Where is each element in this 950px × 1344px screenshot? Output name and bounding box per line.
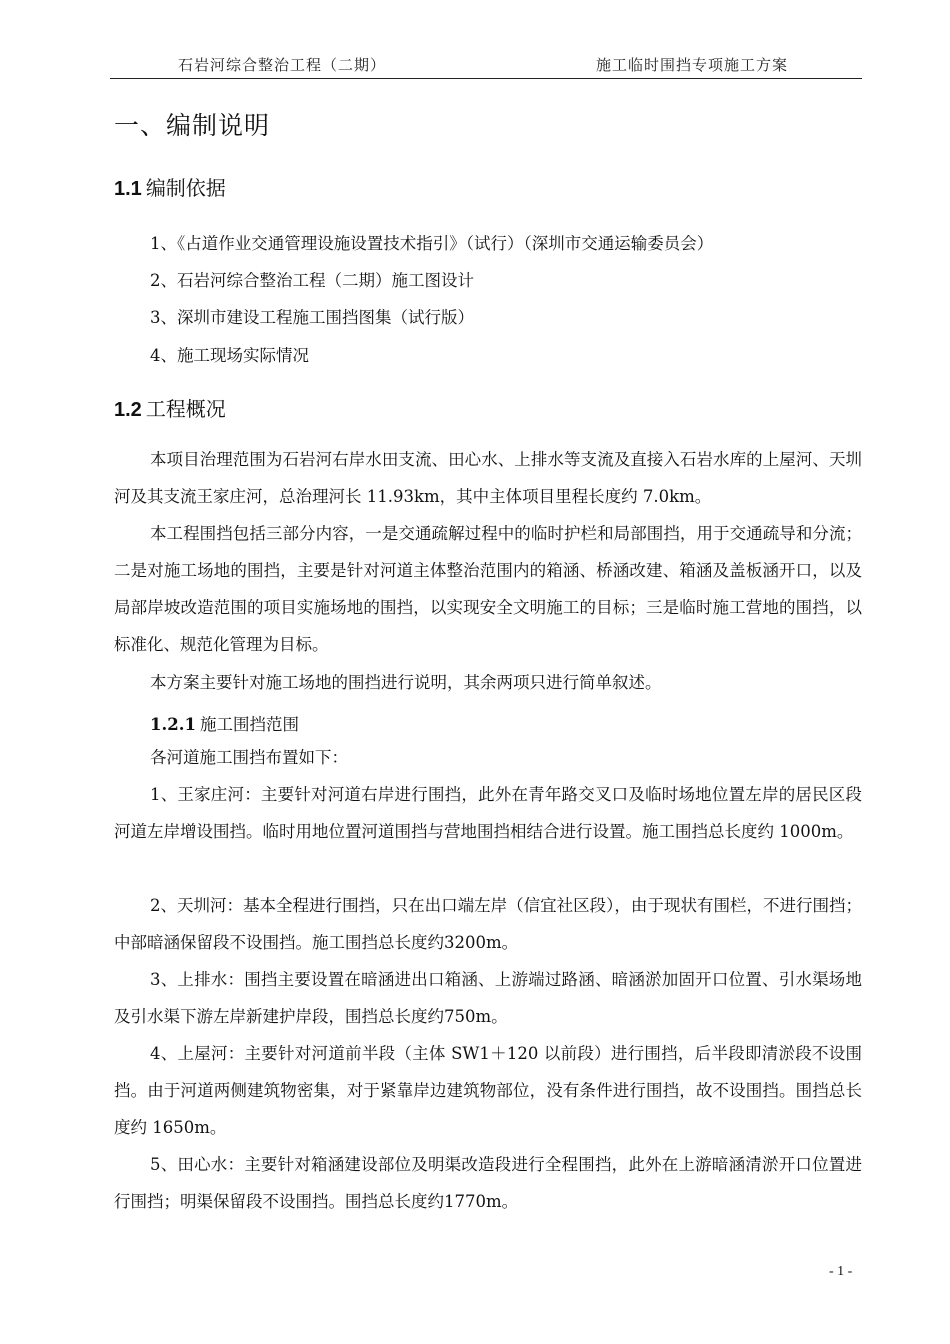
fence-scope-item: 1、王家庄河：主要针对河道右岸进行围挡，此外在青年路交叉口及临时场地位置左岸的居民区段河道左岸增设围挡。临时用地位置河道围挡与营地围挡相结合进行设置。施工围挡总长度约 1000m。 xyxy=(114,785,862,841)
subsection-number: 1.2.1 xyxy=(150,715,196,734)
page-number: - 1 - xyxy=(829,1264,853,1279)
reference-item: 4、施工现场实际情况 xyxy=(150,346,309,365)
section-heading-1-1 xyxy=(114,172,226,201)
section-heading-1: 一、编制说明 xyxy=(114,111,271,140)
section-heading-1-2 xyxy=(114,393,226,422)
fence-scope-item: 2、天圳河：基本全程进行围挡，只在出口端左岸（信宜社区段），由于现状有围栏，不进行围挡；中部暗涵保留段不设围挡。施工围挡总长度约3200m。 xyxy=(114,896,862,952)
body-paragraph: 各河道施工围挡布置如下： xyxy=(150,748,348,767)
body-paragraph: 本项目治理范围为石岩河右岸水田支流、田心水、上排水等支流及直接入石岩水库的上屋河、天圳河及其支流王家庄河，总治理河长 11.93km，其中主体项目里程长度约 7.0km。 xyxy=(114,450,862,506)
body-paragraph: 本方案主要针对施工场地的围挡进行说明，其余两项只进行简单叙述。 xyxy=(150,673,662,692)
subsection-title: 施工围挡范围 xyxy=(199,715,299,734)
section-number: 1.1 xyxy=(114,178,142,200)
reference-item: 2、石岩河综合整治工程（二期）施工图设计 xyxy=(150,271,474,290)
header-document-title: 施工临时围挡专项施工方案 xyxy=(596,56,789,74)
section-title: 工程概况 xyxy=(145,397,226,421)
reference-item: 3、深圳市建设工程施工围挡图集（试行版） xyxy=(150,308,474,327)
fence-scope-item: 4、上屋河：主要针对河道前半段（主体 SW1＋120 以前段）进行围挡，后半段即清淤段不设围挡。由于河道两侧建筑物密集，对于紧靠岸边建筑物部位，没有条件进行围挡，故不设围挡。围挡总长度约 1650m。 xyxy=(114,1044,862,1137)
reference-item: 1、《占道作业交通管理设施设置技术指引》（试行）（深圳市交通运输委员会） xyxy=(150,234,714,253)
section-title: 编制依据 xyxy=(145,176,226,200)
header-project-name: 石岩河综合整治工程（二期） xyxy=(178,56,387,74)
fence-scope-item: 3、上排水：围挡主要设置在暗涵进出口箱涵、上游端过路涵、暗涵淤加固开口位置、引水渠场地及引水渠下游左岸新建护岸段，围挡总长度约750m。 xyxy=(114,970,862,1026)
section-number: 1.2 xyxy=(114,399,142,421)
body-paragraph: 本工程围挡包括三部分内容，一是交通疏解过程中的临时护栏和局部围挡，用于交通疏导和分流；二是对施工场地的围挡，主要是针对河道主体整治范围内的箱涵、桥涵改建、箱涵及盖板涵开口，以及局部岸坡改造范围的项目实施场地的围挡，以实现安全文明施工的目标；三是临时施工营地的围挡，以标准化、规范化管理为目标。 xyxy=(114,524,862,654)
page-header xyxy=(110,52,862,79)
subsection-heading-1-2-1 xyxy=(150,711,299,735)
fence-scope-item: 5、田心水：主要针对箱涵建设部位及明渠改造段进行全程围挡，此外在上游暗涵清淤开口位置进行围挡；明渠保留段不设围挡。围挡总长度约1770m。 xyxy=(114,1155,862,1211)
